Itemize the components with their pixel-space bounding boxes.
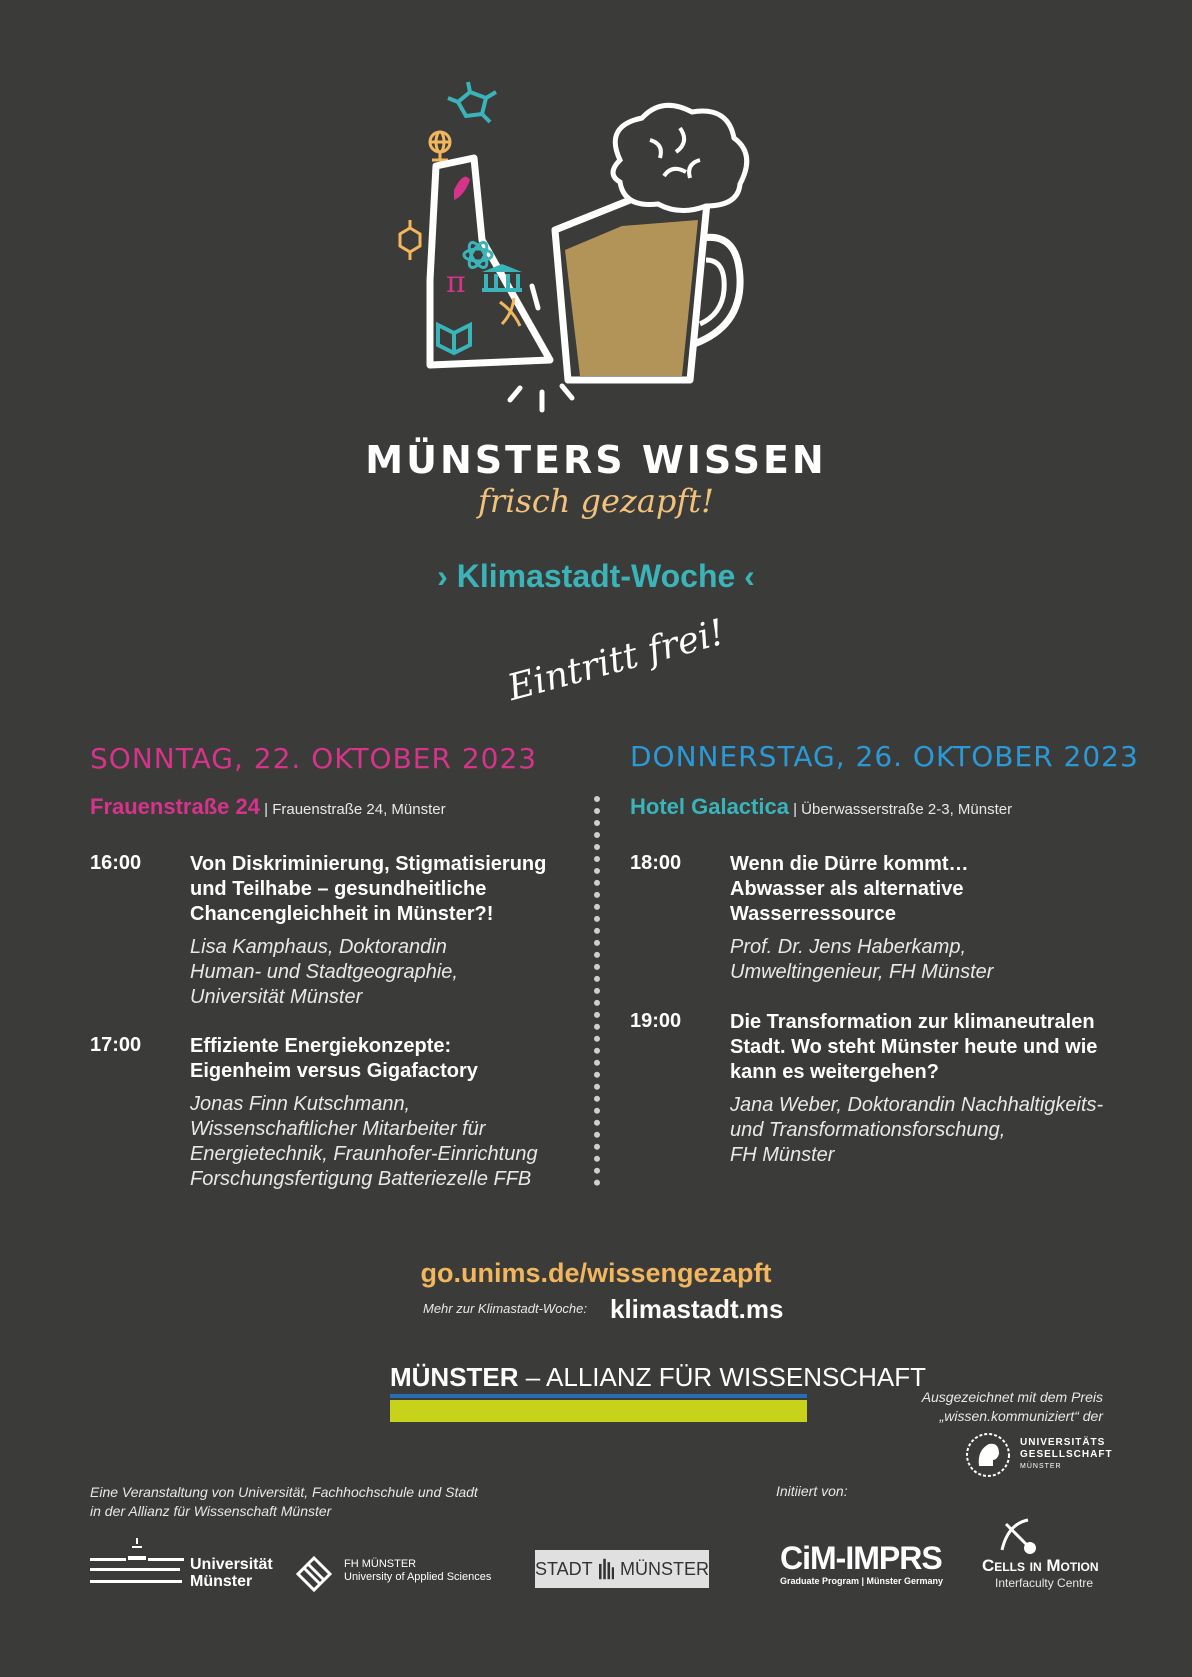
column-divider <box>594 796 606 1186</box>
cells-in-motion-sublabel: Interfaculty Centre <box>995 1576 1094 1590</box>
hexagon-icon <box>400 220 420 260</box>
left-address: | Frauenstraße 24, Münster <box>259 801 446 818</box>
left-talk-1 <box>190 852 570 1010</box>
alliance-bar-lime <box>390 1400 807 1422</box>
stadt-muenster-skyline-icon <box>599 1557 614 1581</box>
right-day-heading: DONNERSTAG, 26. OKTOBER 2023 <box>630 740 1139 773</box>
cells-in-motion-logo-icon <box>996 1516 1040 1556</box>
more-info-label: Mehr zur Klimastadt-Woche: <box>423 1301 587 1316</box>
event-subtitle: frisch gezapft! <box>478 482 714 520</box>
globe-icon <box>430 132 450 160</box>
alliance-bar-blue <box>390 1394 807 1398</box>
talk-speaker: Lisa Kamphaus, Doktorandin Human- und Stadtgeographie, Universität Münster <box>190 936 458 1008</box>
alliance-title: MÜNSTER – ALLIANZ FÜR WISSENSCHAFT <box>390 1362 926 1392</box>
talk-title: Wenn die Dürre kommt… Abwasser als alternative Wasserressource <box>730 853 969 925</box>
pi-icon: π <box>446 265 466 300</box>
feather-icon <box>454 177 470 200</box>
cells-in-motion-label: Cells in Motion <box>982 1556 1099 1575</box>
entry-free-note: Eintritt frei! <box>503 611 729 710</box>
right-talk-2-time: 19:00 <box>630 1010 682 1032</box>
left-talk-2 <box>190 1034 590 1192</box>
fh-muenster-logo-icon <box>296 1556 332 1592</box>
talk-title: Von Diskriminierung, Stigmatisierung und Teilhabe – gesundheitliche Chancengleichheit in Münster?! <box>190 853 547 925</box>
stadt-muenster-logo: STADT MÜNSTER <box>535 1550 709 1588</box>
fh-muenster-label: FH MÜNSTER University of Applied Sciences <box>344 1558 492 1583</box>
talk-title: Effiziente Energiekonzepte: Eigenheim versus Gigafactory <box>190 1035 478 1082</box>
universitaet-muenster-logo-icon <box>90 1538 186 1588</box>
left-venue: Frauenstraße 24 | Frauenstraße 24, Münster <box>90 794 446 819</box>
left-day-heading: SONNTAG, 22. OKTOBER 2023 <box>90 742 538 775</box>
molecule-icon <box>448 82 496 122</box>
left-talk-2-time: 17:00 <box>90 1034 142 1056</box>
event-url-link[interactable]: go.unims.de/wissengezapft <box>420 1258 772 1288</box>
book-icon <box>438 325 470 353</box>
cim-imprs-logo: CiM-IMPRS <box>780 1540 942 1576</box>
beer-mug <box>555 192 740 380</box>
universitaetsgesellschaft-label: UNIVERSITÄTS GESELLSCHAFT MÜNSTER <box>1020 1437 1113 1470</box>
cim-imprs-sublabel: Graduate Program | Münster Germany <box>780 1576 944 1586</box>
left-talk-1-time: 16:00 <box>90 852 142 874</box>
universitaet-muenster-label: Universität Münster <box>190 1556 273 1590</box>
right-address: | Überwasserstraße 2-3, Münster <box>788 801 1013 818</box>
award-note: Ausgezeichnet mit dem Preis „wissen.kommuniziert“ der <box>921 1389 1103 1424</box>
brain-icon <box>613 105 747 210</box>
flask-beer-illustration <box>390 80 790 420</box>
organizer-note: Eine Veranstaltung von Universität, Fachhochschule und Stadt in der Allianz für Wissenschaft Münster <box>90 1484 478 1519</box>
flask-outline <box>430 158 550 365</box>
talk-title: Die Transformation zur klimaneutralen Stadt. Wo steht Münster heute und wie kann es weitergehen? <box>730 1011 1098 1083</box>
universitaetsgesellschaft-logo-icon <box>965 1432 1011 1478</box>
talk-speaker: Prof. Dr. Jens Haberkamp, Umweltingenieur, FH Münster <box>730 936 994 983</box>
talk-speaker: Jonas Finn Kutschmann, Wissenschaftlicher Mitarbeiter für Energietechnik, Fraunhofer-Einrichtung Forschungsfertigung Batteriezelle FFB <box>190 1093 538 1190</box>
talk-speaker: Jana Weber, Doktorandin Nachhaltigkeits- und Transformationsforschung, FH Münster <box>730 1094 1104 1166</box>
event-title: MÜNSTERS WISSEN <box>365 438 827 482</box>
right-venue: Hotel Galactica | Überwasserstraße 2-3, Münster <box>630 794 1013 819</box>
series-title: › Klimastadt-Woche ‹ <box>437 558 755 594</box>
klimastadt-url-link[interactable]: klimastadt.ms <box>610 1294 784 1324</box>
right-talk-1-time: 18:00 <box>630 852 682 874</box>
initiated-by-label: Initiiert von: <box>776 1483 848 1499</box>
right-talk-2 <box>730 1010 1170 1168</box>
right-talk-1 <box>730 852 1150 985</box>
